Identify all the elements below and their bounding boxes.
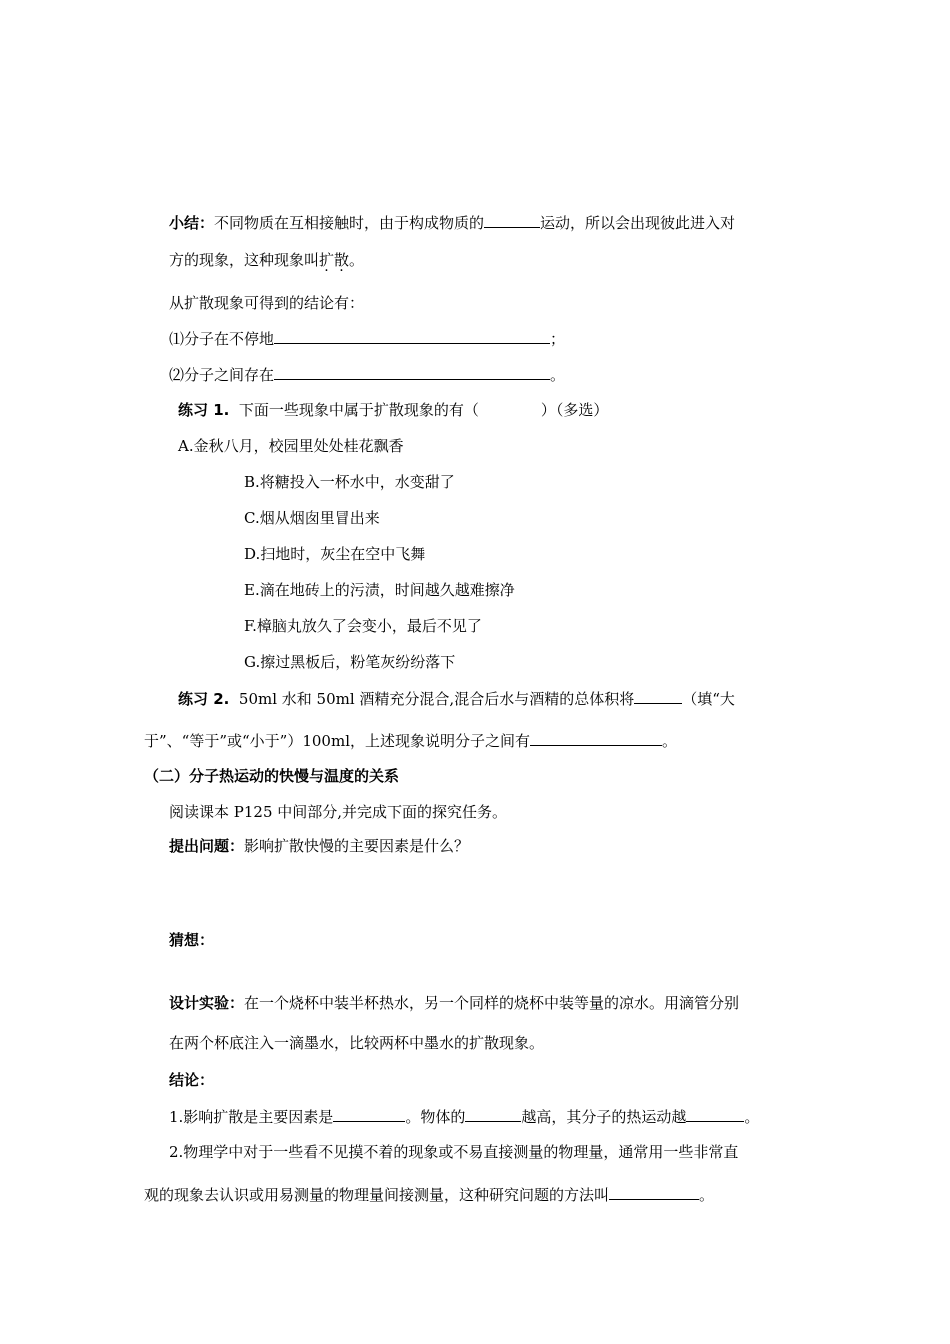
reading-instruction: 阅读课本 P125 中间部分,并完成下面的探究任务。 [169,803,508,821]
exercise-2-text-2: （填“大 [682,690,735,708]
exercise-1 [178,400,608,420]
conclusion-2-text: ⑵分子之间存在 [169,366,275,384]
final-conclusion-1-d: 。 [744,1108,760,1126]
summary-text-3: 方的现象，这种现象叫 [169,251,320,269]
conclusion-1-blank[interactable] [274,328,550,344]
speed-blank[interactable] [686,1106,744,1122]
final-conclusion-1-a: 1.影响扩散是主要因素是 [169,1108,334,1126]
summary-blank[interactable] [484,212,540,228]
option-a: A.金秋八月，校园里处处桂花飘香 [178,437,404,455]
exercise-2-line-2 [144,730,677,751]
option-d: D.扫地时，灰尘在空中飞舞 [244,545,426,563]
exercise-2-text-4: 。 [662,732,678,750]
design-line-2: 在两个杯底注入一滴墨水，比较两杯中墨水的扩散现象。 [169,1034,545,1052]
final-conclusion-1 [169,1106,759,1127]
emphasis-term-2: 散 [334,251,350,269]
summary-line-1 [169,212,735,233]
exercise-2-label: 练习 2. [178,690,230,708]
conclusions-intro: 从扩散现象可得到的结论有： [169,294,365,312]
summary-line-2 [169,250,364,270]
conclusion-2 [169,364,565,385]
conclusion-2-end: 。 [550,366,566,384]
summary-text-4: 。 [349,251,365,269]
exercise-2-line-1 [178,688,735,709]
exercise-2-blank-2[interactable] [530,730,662,746]
section-2-heading: （二）分子热运动的快慢与温度的关系 [144,767,400,785]
exercise-1-label: 练习 1. [178,401,230,419]
option-e: E.滴在地砖上的污渍，时间越久越难擦净 [244,581,515,599]
final-conclusion-1-c: 越高，其分子的热运动越 [521,1108,687,1126]
question-label: 提出问题： [169,837,245,855]
quantity-blank[interactable] [465,1106,521,1122]
conclusion-1-end: ； [550,330,566,348]
option-f: F.樟脑丸放久了会变小，最后不见了 [244,617,482,635]
final-conclusion-2-b: 观的现象去认识或用易测量的物理量间接测量，这种研究问题的方法叫 [144,1186,610,1204]
exercise-1-question: 下面一些现象中属于扩散现象的有（ [238,401,479,419]
option-c: C.烟从烟囱里冒出来 [244,509,380,527]
design-line-1 [169,993,739,1013]
conclusion-label: 结论： [169,1071,215,1089]
summary-text-1: 不同物质在互相接触时，由于构成物质的 [214,214,485,232]
summary-text-2: 运动，所以会出现彼此进入对 [540,214,736,232]
conclusion-1-text: ⑴分子在不停地 [169,330,275,348]
factor-blank[interactable] [333,1106,405,1122]
conclusion-2-blank[interactable] [274,364,550,380]
exercise-2-text-1: 50ml 水和 50ml 酒精充分混合,混合后水与酒精的总体积将 [238,690,635,708]
exercise-2-text-3: 于”、“等于”或“小于”）100ml，上述现象说明分子之间有 [144,732,530,750]
design-label: 设计实验： [169,994,245,1012]
option-g: G.擦过黑板后，粉笔灰纷纷落下 [244,653,456,671]
design-text-1: 在一个烧杯中装半杯热水，另一个同样的烧杯中装等量的凉水。用滴管分别 [244,994,740,1012]
exercise-2-blank-1[interactable] [634,688,682,704]
guess-label: 猜想： [169,931,215,949]
final-conclusion-2-c: 。 [699,1186,715,1204]
question-text: 影响扩散快慢的主要因素是什么？ [244,837,470,855]
option-b: B.将糖投入一杯水中，水变甜了 [244,473,455,491]
exercise-1-close: ）（多选） [540,401,609,419]
method-blank[interactable] [609,1184,699,1200]
final-conclusion-2-line-1: 2.物理学中对于一些看不见摸不着的现象或不易直接测量的物理量，通常用一些非常直 [169,1143,739,1161]
summary-label: 小结： [169,214,215,232]
final-conclusion-2-line-2 [144,1184,714,1205]
question-line [169,836,469,856]
emphasis-term-1: 扩 [319,251,335,269]
final-conclusion-1-b: 。物体的 [405,1108,466,1126]
conclusion-1 [169,328,565,349]
